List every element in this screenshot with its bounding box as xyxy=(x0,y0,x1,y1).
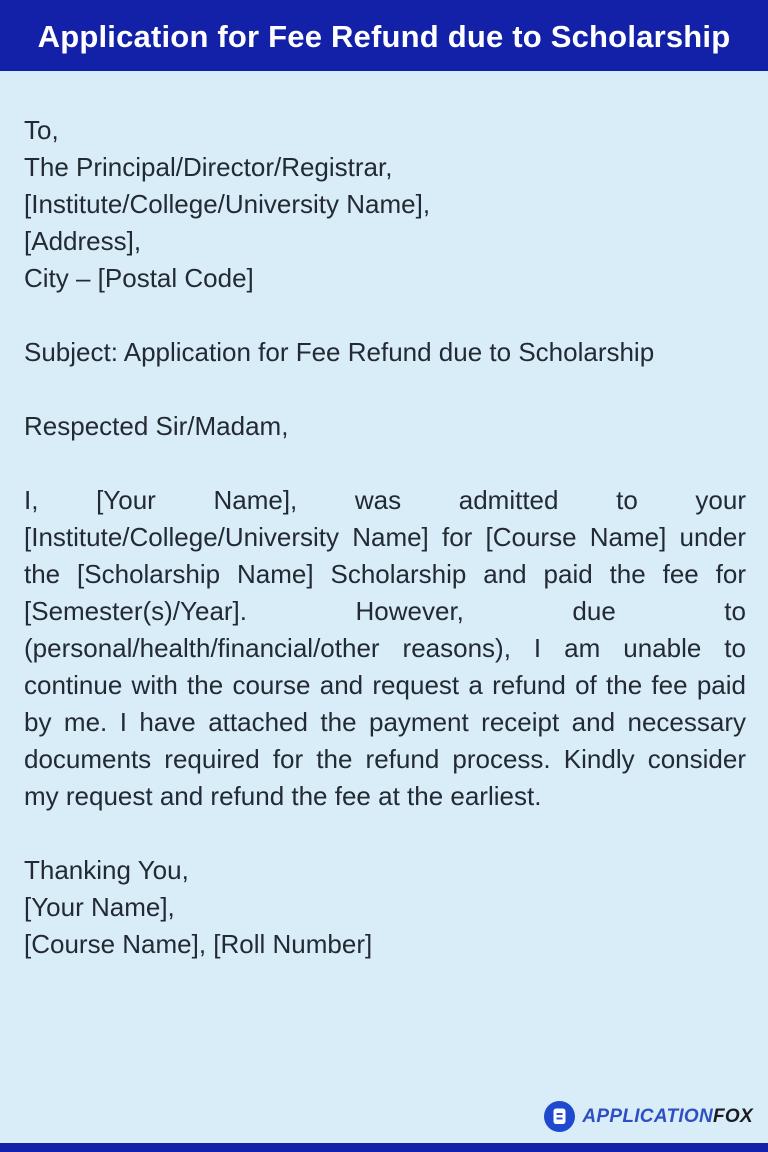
header-banner xyxy=(0,0,768,71)
letter-line: [Course Name], [Roll Number] xyxy=(24,929,373,959)
recipient-address-block xyxy=(24,112,746,297)
letter-line: To, xyxy=(24,115,59,145)
page-title: Application for Fee Refund due to Scholarship xyxy=(37,18,731,54)
letter-line: City – [Postal Code] xyxy=(24,263,254,293)
footer-bar xyxy=(0,1143,768,1152)
document-icon xyxy=(544,1101,575,1132)
letter-line: [Institute/College/University Name], xyxy=(24,189,431,219)
subject-line: Subject: Application for Fee Refund due to Scholarship xyxy=(24,337,655,367)
letter-body-paragraph: I, [Your Name], was admitted to your [Institute/College/University Name] for [Course Name] under the [Scholarship Name] Scholarship and paid the fee for [Semester(s)/Year]. However, due to (personal/health/financial/other reasons), I am unable to continue with the course and request a refund of the fee paid by me. I have attached the payment receipt and necessary documents required for the refund process. Kindly consider my request and refund the fee at the earliest. xyxy=(24,485,746,811)
logo-text-fox: FOX xyxy=(713,1105,753,1127)
closing-block xyxy=(24,852,746,963)
letter-line: [Your Name], xyxy=(24,892,175,922)
logo-wordmark xyxy=(582,1106,755,1128)
letter-line: Thanking You, xyxy=(24,855,189,885)
letter-line: The Principal/Director/Registrar, xyxy=(24,152,393,182)
letter-line: [Address], xyxy=(24,226,142,256)
logo-text-application: APPLICATION xyxy=(582,1105,714,1127)
letter-content xyxy=(0,71,768,963)
salutation: Respected Sir/Madam, xyxy=(24,411,289,441)
applicationfox-logo xyxy=(544,1101,755,1132)
